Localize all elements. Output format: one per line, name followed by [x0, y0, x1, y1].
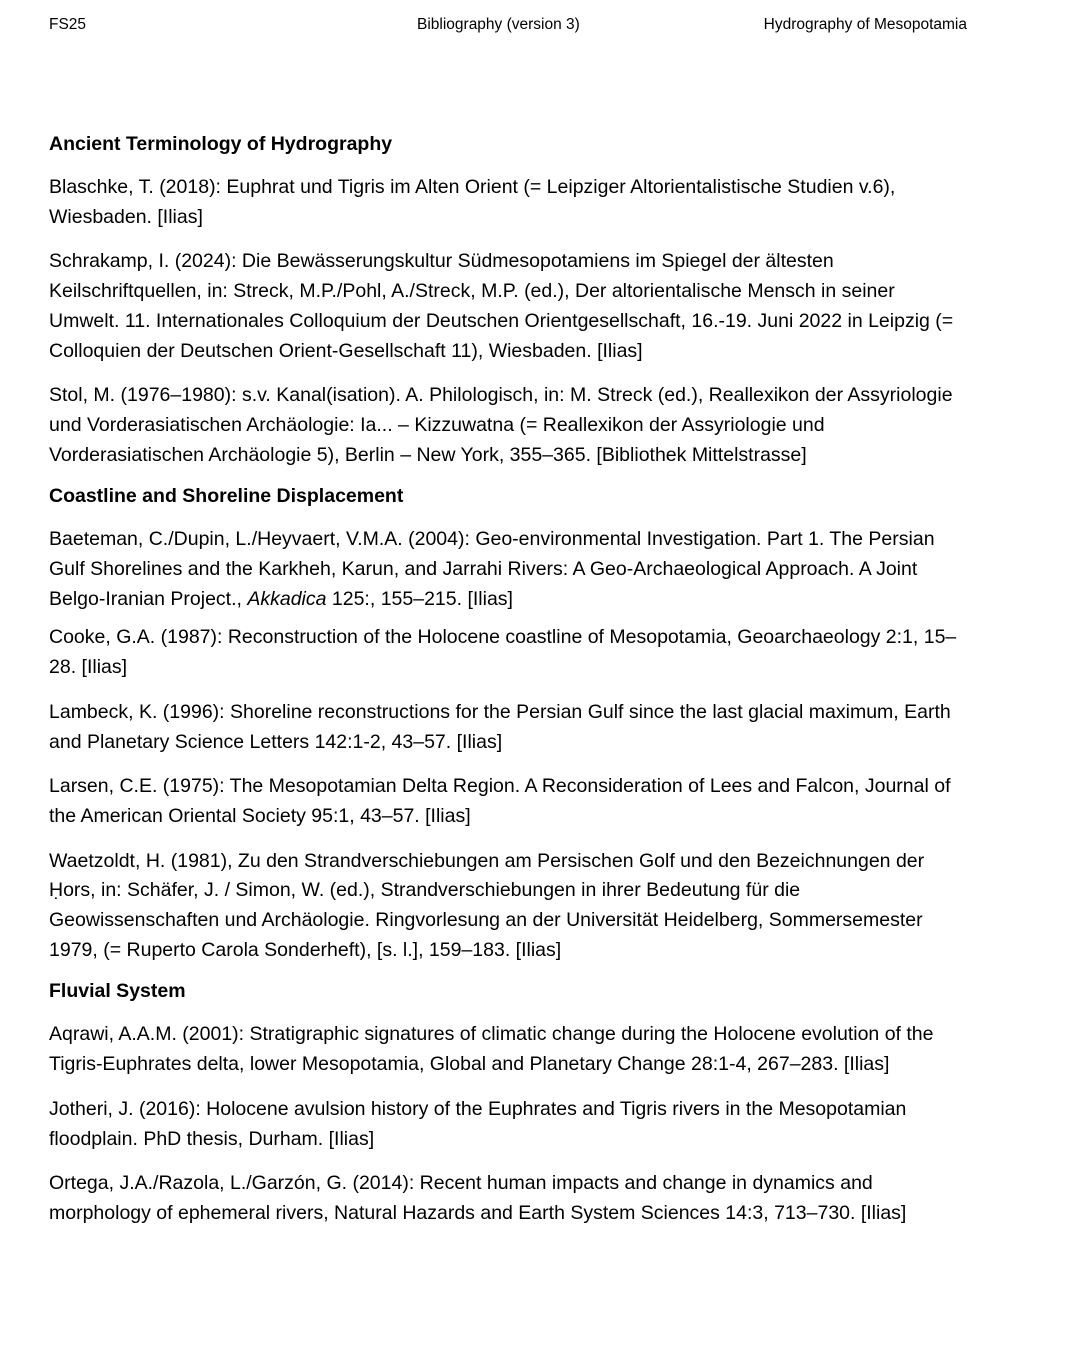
bib-entry-baeteman-journal: Akkadica	[247, 587, 327, 610]
section-heading-ancient-terminology: Ancient Terminology of Hydrography	[49, 133, 393, 155]
bib-entry-baeteman	[49, 525, 969, 614]
section-heading-fluvial-system: Fluvial System	[49, 980, 186, 1003]
bib-entry-jotheri: Jotheri, J. (2016): Holocene avulsion history of the Euphrates and Tigris rivers in the Mesopotamian floodplain. PhD thesis, Durham. [Ilias]	[49, 1097, 907, 1150]
bib-entry-baeteman-text: Baeteman, C./Dupin, L./Heyvaert, V.M.A. (2004): Geo-environmental Investigation. Part 1. The Persian Gulf Shorelines and the Karkheh, Karun, and Jarrahi Rivers: A Geo-Archaeological Approach. A Joint Belgo-Iranian Project.,	[49, 528, 935, 610]
bib-entry-baeteman-tail: 125:, 155–215. [Ilias]	[326, 587, 513, 610]
page-header	[49, 16, 967, 38]
bibliography-body	[49, 129, 969, 1244]
bib-entry-lambeck: Lambeck, K. (1996): Shoreline reconstructions for the Persian Gulf since the last glacial maximum, Earth and Planetary Science Letters 142:1-2, 43–57. [Ilias]	[49, 700, 951, 753]
header-document-title: Bibliography (version 3)	[417, 16, 580, 33]
bib-entry-ortega: Ortega, J.A./Razola, L./Garzón, G. (2014): Recent human impacts and change in dynamics and morphology of ephemeral rivers, Natural Hazards and Earth System Sciences 14:3, 713–730. [Ilias]	[49, 1172, 907, 1224]
bib-entry-stol: Stol, M. (1976–1980): s.v. Kanal(isation). A. Philologisch, in: M. Streck (ed.), Reallexikon der Assyriologie und Vorderasiatischen Archäologie: Ia... – Kizzuwatna (= Reallexikon der Assyriologie und Vorderasiatischen Archäologie 5), Berlin – New York, 355–365. [Bibliothek Mittelstrasse]	[49, 384, 953, 466]
bib-entry-larsen: Larsen, C.E. (1975): The Mesopotamian Delta Region. A Reconsideration of Lees and Falcon, Journal of the American Oriental Society 95:1, 43–57. [Ilias]	[49, 775, 951, 827]
section-heading-coastline: Coastline and Shoreline Displacement	[49, 485, 404, 508]
header-course-code: FS25	[49, 16, 87, 33]
bib-entry-cooke: Cooke, G.A. (1987): Reconstruction of the Holocene coastline of Mesopotamia, Geoarchaeology 2:1, 15–28. [Ilias]	[49, 626, 957, 679]
header-topic: Hydrography of Mesopotamia	[763, 16, 967, 33]
bib-entry-schrakamp: Schrakamp, I. (2024): Die Bewässerungskultur Südmesopotamiens im Spiegel der ältesten Keilschriftquellen, in: Streck, M.P./Pohl, A./Streck, M.P. (ed.), Der altorientalische Mensch in seiner Umwelt. 11. Internationales Colloquium der Deutschen Orientgesellschaft, 16.-19. Juni 2022 in Leipzig (= Colloquien der Deutschen Orient-Gesellschaft 11), Wiesbaden. [Ilias]	[49, 250, 954, 362]
bib-entry-waetzoldt: Waetzoldt, H. (1981), Zu den Strandverschiebungen am Persischen Golf und den Bezeichnungen der Ḥors, in: Schäfer, J. / Simon, W. (ed.), Strandverschiebungen in ihrer Bedeutung für die Geowissenschaften und Archäologie. Ringvorlesung an der Universität Heidelberg, Sommersemester 1979, (= Ruperto Carola Sonderheft), [s. l.], 159–183. [Ilias]	[49, 849, 925, 961]
bib-entry-aqrawi: Aqrawi, A.A.M. (2001): Stratigraphic signatures of climatic change during the Holocene evolution of the Tigris-Euphrates delta, lower Mesopotamia, Global and Planetary Change 28:1-4, 267–283. [Ilias]	[49, 1023, 934, 1076]
bib-entry-blaschke: Blaschke, T. (2018): Euphrat und Tigris im Alten Orient (= Leipziger Altorientalistische Studien v.6), Wiesbaden. [Ilias]	[49, 176, 896, 228]
